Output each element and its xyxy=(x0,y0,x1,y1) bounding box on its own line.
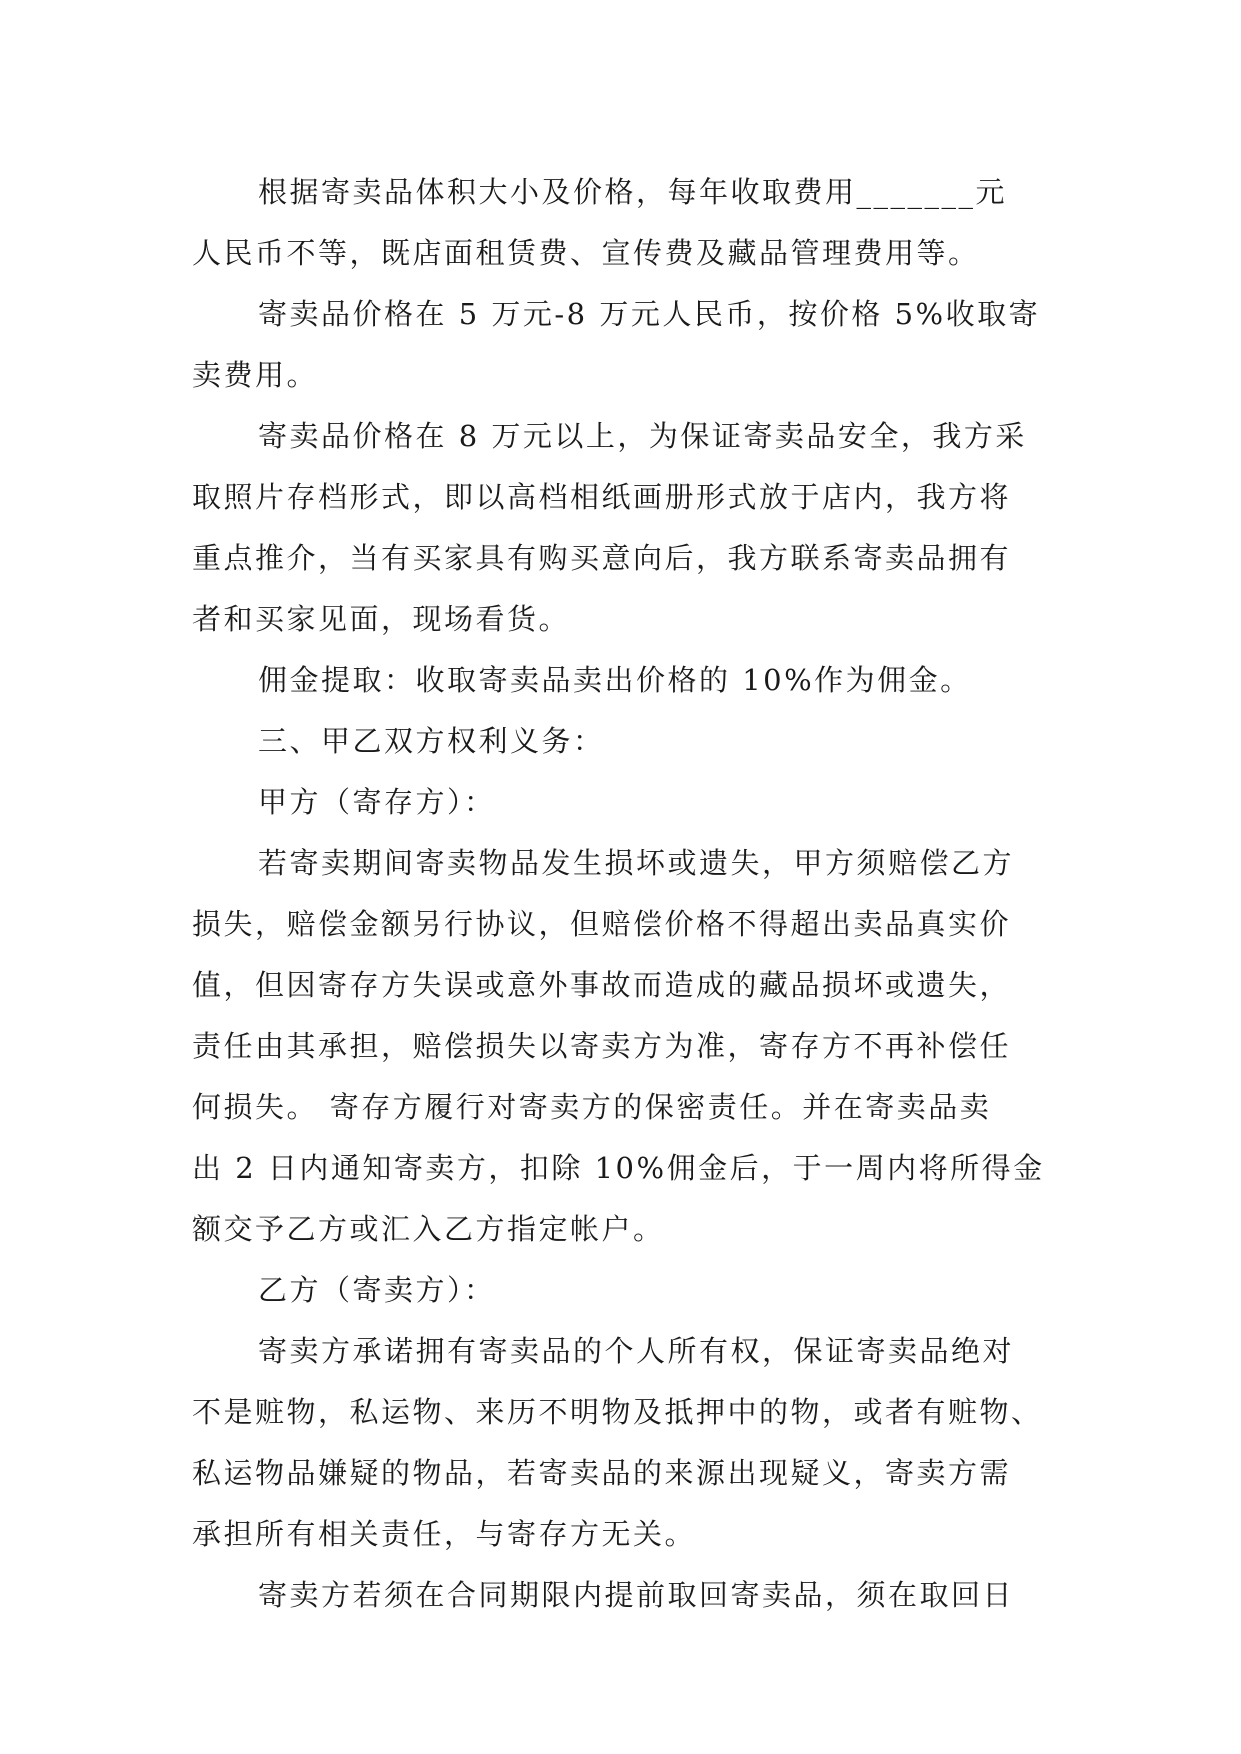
text-line: 者和买家见面，现场看货。 xyxy=(192,602,571,636)
text-line: 寄卖品价格在 5 万元-8 万元人民币，按价格 5%收取寄 xyxy=(258,297,1041,331)
party-heading-a: 甲方（寄存方）： xyxy=(258,785,496,819)
text-line: 不是赃物，私运物、来历不明物及抵押中的物，或者有赃物、 xyxy=(192,1395,1043,1429)
text-line: 若寄卖期间寄卖物品发生损坏或遗失，甲方须赔偿乙方 xyxy=(258,846,1015,880)
text-line: 额交予乙方或汇入乙方指定帐户。 xyxy=(192,1212,665,1246)
text-line: 重点推介，当有买家具有购买意向后，我方联系寄卖品拥有 xyxy=(192,541,1012,575)
text-line: 人民币不等，既店面租赁费、宣传费及藏品管理费用等。 xyxy=(192,236,980,270)
text-line: 寄卖方承诺拥有寄卖品的个人所有权，保证寄卖品绝对 xyxy=(258,1334,1015,1368)
text-line: 寄卖方若须在合同期限内提前取回寄卖品，须在取回日 xyxy=(258,1578,1015,1612)
text-line: 出 2 日内通知寄卖方，扣除 10%佣金后，于一周内将所得金 xyxy=(192,1151,1045,1185)
text-line: 承担所有相关责任，与寄存方无关。 xyxy=(192,1517,697,1551)
document-body xyxy=(192,162,1052,1626)
text-line: 根据寄卖品体积大小及价格，每年收取费用_______元 xyxy=(258,175,1008,209)
text-line: 佣金提取：收取寄卖品卖出价格的 10%作为佣金。 xyxy=(258,663,972,697)
text-line: 寄卖品价格在 8 万元以上，为保证寄卖品安全，我方采 xyxy=(258,419,1027,453)
text-line: 责任由其承担，赔偿损失以寄卖方为准，寄存方不再补偿任 xyxy=(192,1029,1012,1063)
text-line: 卖费用。 xyxy=(192,358,319,392)
party-heading-b: 乙方（寄卖方）： xyxy=(258,1273,496,1307)
text-line: 私运物品嫌疑的物品，若寄卖品的来源出现疑义，寄卖方需 xyxy=(192,1456,1012,1490)
text-line: 何损失。 寄存方履行对寄卖方的保密责任。并在寄卖品卖 xyxy=(192,1090,992,1124)
text-line: 损失，赔偿金额另行协议，但赔偿价格不得超出卖品真实价 xyxy=(192,907,1012,941)
text-line: 取照片存档形式，即以高档相纸画册形式放于店内，我方将 xyxy=(192,480,1012,514)
text-line: 值，但因寄存方失误或意外事故而造成的藏品损坏或遗失， xyxy=(192,968,1012,1002)
section-heading: 三、甲乙双方权利义务： xyxy=(258,724,605,758)
